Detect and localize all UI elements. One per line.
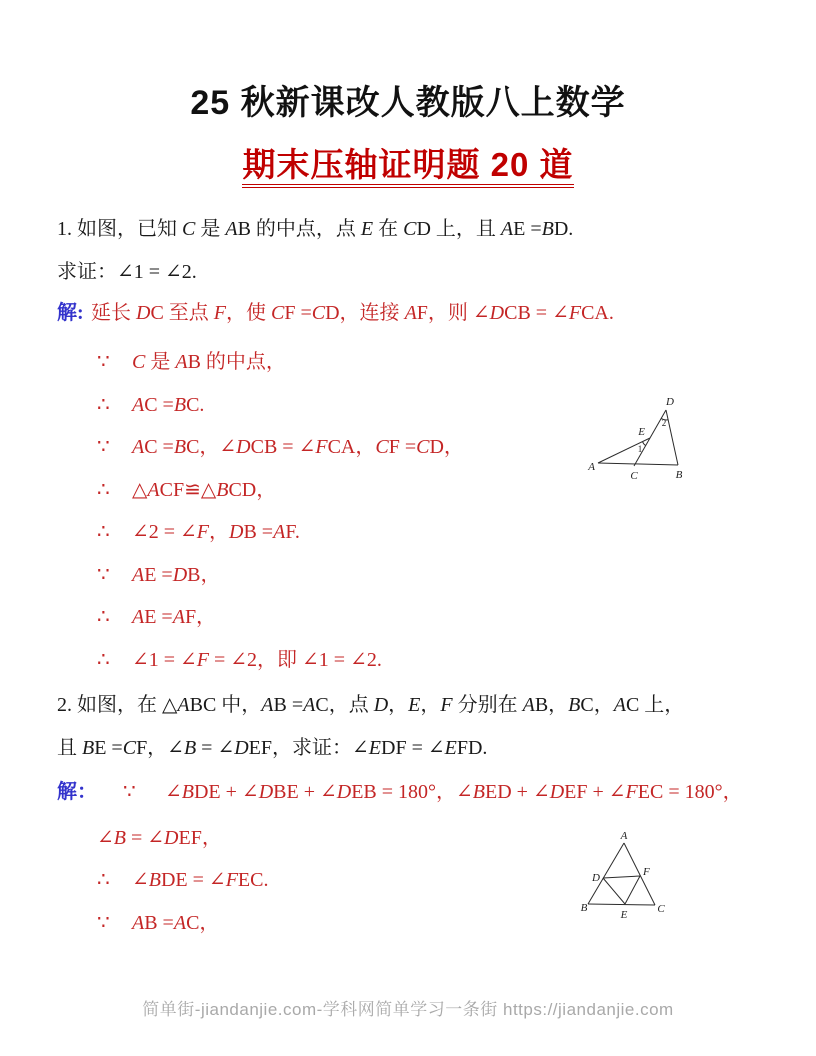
subtitle-underlined-text: 期末压轴证明题 20 道 (242, 148, 573, 188)
segment-AC (624, 843, 655, 905)
proof-step (97, 480, 276, 500)
proof-step (97, 607, 216, 627)
proof-step (97, 913, 219, 933)
problem2-geometry-figure (576, 828, 676, 926)
solution-intro-text: ∠BDE + ∠DBE + ∠DEB = 180°，∠BED + ∠DEF + ∠FEC = 180°， (165, 781, 743, 803)
page-subtitle (0, 148, 816, 188)
angle2-label: 2 (661, 418, 667, 428)
because-marker: ∵ (97, 436, 110, 458)
proof-step (97, 352, 286, 372)
proof-step (97, 395, 204, 415)
problem1-statement-line2: 求证：∠1 = ∠2. (57, 261, 197, 283)
step-text: AC =BC. (132, 394, 205, 416)
because-marker: ∵ (123, 781, 136, 803)
proof-step (97, 437, 464, 457)
vertex-label-A: A (588, 461, 595, 473)
problem1-geometry-figure (583, 386, 695, 486)
problem1-statement-line1: 1. 如图，已知 C 是 AB 的中点，点 E 在 CD 上，且 AE =BD. (57, 218, 574, 240)
vertex-label-A: A (620, 830, 628, 842)
step-text: AC =BC，∠DCB = ∠FCA，CF =CD， (132, 436, 464, 458)
step-text: C 是 AB 的中点， (132, 351, 286, 373)
step-text: ∠1 = ∠F = ∠2，即 ∠1 = ∠2. (132, 649, 382, 671)
segment-DE (603, 878, 625, 904)
step-text: ∠2 = ∠F，DB =AF. (132, 521, 300, 543)
vertex-label-F: F (643, 866, 650, 878)
problem1-solution-intro-line (57, 303, 614, 323)
segment-DB (666, 410, 678, 465)
therefore-marker: ∴ (97, 869, 110, 891)
solution-label: 解: (57, 302, 84, 324)
vertex-label-C: C (657, 903, 665, 915)
proof-step (97, 650, 382, 670)
proof-step (97, 565, 221, 585)
angle1-arc (643, 442, 646, 446)
solution-label: 解： (57, 781, 97, 803)
vertex-label-D: D (666, 396, 674, 408)
page-title: 25 秋新课改人教版八上数学 (190, 84, 626, 122)
because-marker: ∵ (97, 351, 110, 373)
step-text: △ACF≌△BCD， (132, 479, 277, 501)
problem2-statement-line2: 且 BE =CF，∠B = ∠DEF，求证：∠EDF = ∠EFD. (57, 737, 488, 759)
vertex-label-E: E (638, 426, 645, 438)
step-text: AB =AC， (132, 912, 220, 934)
problem2-solution-intro-line (57, 782, 743, 802)
segment-DF (603, 876, 640, 878)
therefore-marker: ∴ (97, 521, 110, 543)
segment-EF (625, 876, 640, 904)
segment-AB (598, 463, 678, 465)
step-text: AE =DB， (132, 564, 221, 586)
step-text: AE =AF， (132, 606, 217, 628)
problem2-statement-line1: 2. 如图，在 △ABC 中，AB =AC，点 D，E，F 分别在 AB，BC，AC 上， (57, 694, 685, 716)
because-marker: ∵ (97, 912, 110, 934)
vertex-label-D: D (592, 872, 600, 884)
vertex-label-E: E (620, 909, 628, 921)
footer-watermark: 简单街-jiandanjie.com-学科网简单学习一条街 https://jiandanjie.com (142, 1000, 674, 1019)
solution-intro-text: 延长 DC 至点 F，使 CF =CD，连接 AF，则 ∠DCB = ∠FCA. (91, 302, 614, 324)
angle1-label: 1 (637, 444, 643, 454)
therefore-marker: ∴ (97, 649, 110, 671)
because-marker: ∵ (97, 564, 110, 586)
therefore-marker: ∴ (97, 479, 110, 501)
proof-step (97, 522, 300, 542)
proof-step (97, 870, 268, 890)
solution-continuation-line: ∠B = ∠DEF， (97, 827, 222, 849)
therefore-marker: ∴ (97, 606, 110, 628)
therefore-marker: ∴ (97, 394, 110, 416)
segment-BC (588, 904, 655, 905)
vertex-label-B: B (675, 469, 683, 481)
vertex-label-C: C (630, 470, 638, 482)
vertex-label-B: B (580, 902, 588, 914)
step-text: ∠BDE = ∠FEC. (132, 869, 269, 891)
